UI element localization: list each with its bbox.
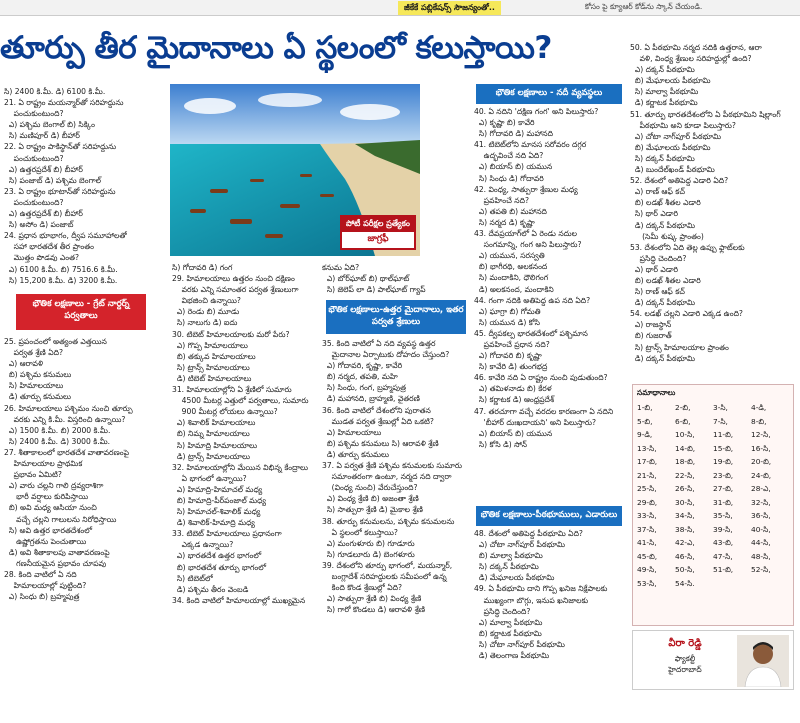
answer-cell: 23-బి, [713,470,734,480]
publisher-credit: జీకేకే పబ్లికేషన్స్ సౌజన్యంతో.. [398,1,501,15]
question-line: 41. టిబెట్‌లోని మానస సరోవరం దగ్గర [474,140,587,150]
question-line: 49. ఏ పీఠభూమి దాని గొప్ప ఖనిజ నిక్షేపాలకు [474,584,608,594]
question-line: బి) మేఘాలయ పీఠభూమి [630,76,711,86]
answer-cell: 47-సి, [713,551,733,561]
answer-cell: 31-బి, [713,497,734,507]
answer-cell: 19-బి, [713,457,734,466]
answer-cell: 53-సి, [637,578,657,588]
answer-cell: 40-సి, [751,524,771,534]
question-line: సి) గోదావరి డి) మహానది [474,129,553,139]
answer-cell: 44-సి, [751,538,771,547]
question-line: డి) మహానది, బ్రాహ్మణి, వైతరణి [322,394,420,404]
answer-row [637,455,789,469]
question-line: సి) హిమాలయాలు [4,381,64,391]
question-line: సి) థార్ ఎడారి [630,209,678,219]
question-line: 23. ఏ రాష్ట్రం భూటాన్‌తో సరిహద్దును [4,186,116,196]
question-line: బి) పశ్చిమ కనుమలు [4,370,72,380]
question-line: 900 మీటర్ల లోయలు ఉన్నాయి? [172,407,278,417]
question-line: 31. హిమాలయాల్లోని ఏ శ్రేణిలో సుమారు [172,385,292,395]
question-line: సి) కావేరి డి) తుంగభద్ర [474,362,548,372]
question-line: ఎ) గోదావరి, కృష్ణా, కావేరి [322,361,403,371]
answer-cell: 7-సి, [713,416,728,426]
author-name: వీరా రెడ్డి [668,638,702,649]
question-line: 36. కింది వాటిలో దేశంలోని పురాతన [322,405,431,415]
answer-cell: 20-బి, [751,457,772,466]
author-box [632,630,794,690]
question-line: 47. తరచూగా వచ్చే వరదల కారణంగా ఏ నదిని [474,406,614,416]
answer-cell: 17-బి, [637,457,658,466]
column-4-rivers [474,106,626,450]
answer-cell: 18-బి, [675,457,696,466]
question-line: సంగమాన్ని, గంగ అని పిలుస్తారు? [474,240,582,250]
question-line: 4500 మీటర్ల ఎత్తులో పర్వతాలు, సుమారు [172,396,309,406]
question-line: ఎ) ఆరావళి [4,359,44,369]
answer-cell: 5-బి, [637,416,653,426]
question-line: సి) సాత్పురా శ్రేణి డి) మైకాల శ్రేణి [322,505,423,515]
question-line: 46. కావేరి నది ఏ రాష్ట్రం నుంచి పుడుతుంది? [474,373,608,383]
question-line: 54. లడఖ్ చల్లని ఎడారి ఎక్కడ ఉంది? [630,309,743,319]
question-line: భారీ వర్షాలు కురిపిస్తాయి [4,492,89,502]
question-line: హిమాలయాల్లో పుట్టింది? [4,581,87,591]
question-line: డి) కర్ణాటక పీఠభూమి [630,98,698,108]
question-line: సి) హిమాద్రి హిమాలయాలు [172,440,258,450]
question-line: (సెమీ శుష్క ప్రాంతం) [630,231,704,241]
answer-cell: 8-బి, [751,416,767,426]
question-line: గణనీయమైన ప్రభావం చూపవు [4,558,107,568]
answer-key-heading: సమాధానాలు [637,388,676,397]
author-info [637,637,733,676]
question-line: సి) పంజాబ్ డి) పశ్చిమ బెంగాల్ [4,175,101,185]
section-header-plateaus-deserts: భౌతిక లక్షణాలు-పీఠభూములు, ఎడారులు [476,506,622,526]
answer-cell: 10-సి, [675,430,695,439]
question-line: డి) తెలంగాణ పీఠభూమి [474,651,550,661]
question-line: ఎ) గొప్ప హిమాలయాలు [172,340,248,350]
answer-cell: 52-సి, [751,565,771,574]
question-line: ఎ) యమున, సరస్వతి [474,251,545,261]
answer-row [637,523,789,537]
question-line: ఎ) బియాస్ బి) యమున [474,162,553,172]
question-line: బి) మేఘాలయ పీఠభూమి [630,142,711,152]
question-line: 38. తూర్పు కనుమలను, పశ్చిమ కనుమలను [322,516,455,526]
question-line: 40. ఏ నదిని 'దక్షిణ గంగ' అని పిలుస్తారు? [474,107,599,116]
question-line: డి) పశ్చిమ తీరం వెంబడి [172,584,249,594]
question-line: 34. కింది వాటిలో హిమాలయాల్లో ముఖ్యమైన [172,595,306,605]
question-line: ఎ) భారతదేశ ఉత్తర భాగంలో [172,551,262,561]
question-line: ఎ) ఘాగ్రా బి) గోమతి [474,306,541,316]
question-line: పంచుకుంటుంది? [4,153,64,163]
answer-row [637,442,789,456]
question-line: ఎ) పశ్చిమ బెంగాల్ బి) సిక్కిం [4,120,96,130]
question-line: సి) టిబెట్‌లో [172,573,213,583]
question-line: డి) దక్కన్ పీఠభూమి [630,298,696,308]
question-line: బి) తక్కువ హిమాలయాలు [172,351,256,361]
question-line: ఎ) చోటా నాగ్‌పూర్ పీఠభూమి [474,540,566,550]
question-line: హిమాలయాల ప్రాథమిక [4,459,83,469]
answer-cell: 37-సి, [637,524,657,534]
question-line: 45. ద్వీపకల్ప భారతదేశంలో పశ్చిమాన [474,328,588,338]
question-line: బి) లడఖ్ శీతల ఎడారి [630,198,701,208]
question-line: విభజించి ఉన్నాయి? [172,296,241,306]
question-line: పంచుకుంటుంది? [4,197,64,207]
question-line: 'బీహార్ దుఃఖదాయని' అని పిలుస్తారు? [474,417,597,427]
answer-cell: 14-బి, [675,443,696,453]
question-line: డి) తూర్పు కనుమలు [4,392,72,402]
question-line: మైదానాల ఏర్పాటుకు దోహదం చేస్తుంది? [322,350,450,360]
question-line: ఎ) రెండు బి) మూడు [172,307,240,317]
answer-cell: 6-బి, [675,416,691,426]
question-line: ప్రవహించే నది? [474,195,529,205]
question-line: 51. తూర్పు భారతదేశంలోని ఏ పీఠభూమిని షిల్లాంగ్ [630,109,781,119]
question-line: సి) యమున డి) కోసి [474,317,540,327]
answer-row [637,509,789,523]
question-line: సి) మణిపూర్ డి) బీహార్ [4,131,80,141]
answer-row [637,496,789,510]
question-line: వరకు ఎన్ని కి.మీ. విస్తరించి ఉన్నాయి? [4,414,126,424]
question-line: ప్రసిద్ధి చెందింది? [474,606,531,616]
question-line: (వింధ్య నుంచి) వేరుచేస్తుంది? [322,483,418,493]
answer-cell: 13-సి, [637,443,657,453]
section-header-northern-plains: భౌతిక లక్షణాలు-ఉత్తర మైదానాలు, ఇతర పర్వత శ్రేణులు [326,300,466,334]
question-line: 30. టిబెట్ హిమాలయాలకు మరో పేరు? [172,329,290,339]
question-line: సి) ట్రాన్స్ హిమాలయాల ప్రాంతం [630,342,729,352]
question-line: 52. దేశంలో అతిపెద్ద ఎడారి ఏది? [630,176,729,186]
answer-cell: 2-బి, [675,403,691,412]
question-line: ఎ) దక్కన్ పీఠభూమి [630,65,695,75]
answer-key [632,384,794,626]
question-line: సి) అవి ఉత్తర భారతదేశంలో [4,525,93,535]
question-line: 44. గంగా నదికి అతిపెద్ద ఉప నది ఏది? [474,295,591,305]
question-line: ఎ) మంగుళూరు బి) గూడూరు [322,538,415,548]
question-line: సి) దక్కన్ పీఠభూమి [630,153,695,163]
question-line: ఎ) 1500 కి.మీ. బి) 2000 కి.మీ. [4,425,111,435]
question-line: ముడత పర్వత శ్రేణుల్లో ఏది ఒకటి? [322,416,434,426]
answer-row [637,550,789,564]
question-line: సి) హిమాచల్-శివాలిక్ మధ్య [172,507,261,517]
answer-cell: 29-బి, [637,497,658,507]
question-line: పర్వత శ్రేణి ఏది? [4,348,64,358]
question-line: సి) 15,200 కి.మీ. డి) 3200 కి.మీ. [4,275,118,285]
question-line: సి) రాణ్ ఆఫ్ కచ్ [630,287,685,297]
answer-row [637,482,789,496]
answer-row [637,469,789,483]
question-line: ఎ) శివాలిక్ హిమాలయాలు [172,418,256,428]
question-line: బి) మాల్వా పీఠభూమి [474,551,543,561]
question-line: ఎ) సాత్పురా శ్రేణి బి) వింధ్య శ్రేణి [322,594,422,604]
answer-cell: 43-బి, [713,538,734,547]
question-line: సి) ట్రాన్స్ హిమాలయాలు [172,362,250,372]
question-line: 43. దేవప్రయాగ్‌లో ఏ రెండు నదుల [474,229,578,239]
question-line: 32. హిమాలయాల్లోని మేయిన విభిన్న కేంద్రాలు [172,462,309,472]
author-city: హైదరాబాద్ [668,665,702,674]
question-line: ఉద్భవించే నది ఏది? [474,151,544,161]
column-3-top [322,262,472,298]
question-line: బి) నిమ్న హిమాలయాలు [172,429,250,439]
answer-cell: 50-సి, [675,565,695,574]
question-line: మొత్తం పొడవు ఎంత? [4,253,80,263]
question-line: సి) గారో కొండలు డి) ఆరావళి శ్రేణి [322,605,426,615]
question-line: కింది కొండ శ్రేణుల్లో ఏది? [322,583,403,593]
answer-table [637,401,789,590]
answer-cell: 3-సి, [713,403,728,412]
answer-row [637,577,789,591]
question-line: ఎ) చోటా నాగ్‌పూర్ పీఠభూమి [630,131,722,141]
headline: తూర్పు తీర మైదానాలు ఏ స్థలంలో కలుస్తాయి? [0,30,552,66]
answer-cell: 11-బి, [713,430,734,439]
question-line: డి) టిబెట్ హిమాలయాలు [172,373,252,383]
question-line: సి) మాల్వా పీఠభూమి [630,87,699,97]
question-line: బి) లడఖ్ శీతల ఎడారి [630,275,701,285]
section-header-river-systems: భౌతిక లక్షణాలు - నదీ వ్యవస్థలు [476,84,622,104]
question-line: పీఠభూమి అని కూడా పిలుస్తారు? [630,120,736,130]
author-role: ఫ్యాకల్టీ [674,654,696,663]
question-line: డి) శివాలిక్-హిమాద్రి మధ్య [172,518,255,528]
question-line: సి) కర్ణాటక డి) ఆంధ్రప్రదేశ్ [474,395,555,405]
answer-cell: 21-సి, [637,470,657,480]
answer-cell: 36-సి, [751,511,771,520]
question-line: ఎ) హిమాద్రి-హిమాచల్ మధ్య [172,484,263,494]
special-edition-badge [340,215,416,250]
question-line: వరకు ఎన్ని సమాంతర పర్వత శ్రేణులుగా [172,285,299,295]
question-line: 26. హిమాలయాలు పశ్చిమం నుంచి తూర్పు [4,403,133,413]
question-line: డి) తూర్పు కనుమలు [322,449,390,459]
question-line: సి) నర్మద డి) కృష్ణా [474,217,535,227]
question-line: ఎ) బోర్‌ఘాట్ బి) థాల్‌ఘాట్ [322,274,410,284]
question-line: ఎ) గోదావరి బి) కృష్ణా [474,351,542,361]
question-line: 27. శీతాకాలంలో భారతదేశ వాతావరణంపై [4,447,130,457]
question-line: 42. వింధ్య, సాత్పురా శ్రేణుల మధ్య [474,184,578,194]
question-line: బి) అవి మధ్య ఆసియా నుంచి [4,503,97,513]
question-line: బంగ్లాదేశ్ సరిహద్దులకు సమీపంలో ఉన్న [322,571,447,581]
question-line: డి) దక్కన్ పీఠభూమి [630,220,696,230]
question-line: సమాంతరంగా ఉంటూ, నర్మద నది ద్వారా [322,472,452,482]
question-line: డి) మేఘాలయ పీఠభూమి [474,573,555,583]
answer-row [637,401,789,415]
column-1-top [4,86,166,288]
question-line: 25. ప్రపంచంలో అత్యంత ఎత్తయిన [4,337,107,346]
answer-cell: 45-బి, [637,551,658,561]
answer-cell: 38-సి, [675,524,695,534]
question-line: కనుమ ఏది? [322,263,360,272]
question-line: ముఖ్యంగా బొగ్గు, ఇనుప ఖనిజాలకు [474,595,589,605]
question-line: డి) అవి శీతాకాలపు వాతావరణంపై [4,547,110,557]
answer-cell: 32-సి, [751,497,771,507]
answer-cell: 46-సి, [675,551,695,561]
question-line: 39. దేశంలోని తూర్పు భాగంలో, మయన్మార్, [322,560,453,570]
beach-photo [170,84,420,256]
answer-cell: 49-సి, [637,565,657,574]
answer-cell: 16-సి, [751,443,771,453]
question-line: ప్రసిద్ధి చెందింది? [630,253,687,263]
question-line: పంచుకుంటుంది? [4,109,64,119]
answer-cell: 42-ఎ, [675,538,695,547]
question-line: ఏ భాగంలో ఉన్నాయి? [172,473,247,483]
question-line: ఎ) కృష్ణా బి) కావేరి [474,118,535,128]
badge-geography: జాగ్రఫీ [367,234,389,244]
question-line: ఎ) ఉత్తరప్రదేశ్ బి) బీహార్ [4,164,83,174]
author-photo-icon [737,635,789,687]
answer-cell: 4-డి, [751,403,767,412]
question-line: 21. ఏ రాష్ట్రం మయన్మార్‌తో సరిహద్దును [4,98,124,108]
question-line: డి) బుందేల్‌ఖండ్ పీఠభూమి [630,165,715,175]
question-line: ఎ) వింధ్య శ్రేణి బి) అజంతా శ్రేణి [322,494,419,504]
answer-cell: 30-సి, [675,497,695,507]
question-line: ఎ) తపతి బి) మహానది [474,206,547,216]
question-line: ప్రభావం ఏమిటి? [4,470,62,480]
answer-cell: 35-సి, [713,511,733,520]
question-line: 48. దేశంలో అతిపెద్ద పీఠభూమి ఏది? [474,529,583,538]
answer-cell: 24-బి, [751,470,772,480]
column-1-bottom [4,336,166,716]
answer-cell: 25-సి, [637,484,657,493]
question-line: సి) మందాకిని, ధౌలిగంగ [474,273,549,283]
question-line: వళి, వింధ్య శ్రేణుల సరిహద్దుల్లో ఉంది? [630,54,752,64]
answer-cell: 39-సి, [713,524,733,534]
question-line: ప్రవహించే ప్రధాన నది? [474,339,550,349]
question-line: ఎ) హిమాలయాలు [322,427,382,437]
question-line: 22. ఏ రాష్ట్రం పాకిస్థాన్‌తో సరిహద్దును [4,142,117,152]
question-line: సి) దక్కన్ పీఠభూమి [474,562,539,572]
question-line: ఎ) వారు చల్లని గాలి ద్రవ్యరాశిగా [4,481,104,491]
question-line: ఎ) సింధు బి) బ్రహ్మపుత్ర [4,592,80,602]
badge-competitive-exams: పోటీ పరీక్షల ప్రత్యేకం [342,217,414,232]
answer-cell: 27-బి, [713,484,734,493]
answer-cell: 26-సి, [675,484,695,493]
question-line: డి) దక్కన్ పీఠభూమి [630,353,696,363]
question-line: సి) 2400 కి.మీ. డి) 3000 కి.మీ. [4,436,111,446]
answer-cell: 54-సి. [675,578,695,588]
answer-cell: 28-ఎ, [751,484,771,493]
column-2 [172,262,322,720]
answer-cell: 9-డి, [637,430,653,439]
question-line: 28. కింది వాటిలో ఏ నది [4,569,77,579]
question-line: బి) పశ్చిమ కనుమలు సి) ఆరావళి శ్రేణి [322,438,439,448]
answer-cell: 41-సి, [637,538,657,547]
question-line: 33. టిబెట్ హిమాలయాలు ప్రధానంగా [172,529,282,539]
column-3-bottom [322,338,472,718]
qr-scan-note: కోసం పై క్యూఆర్ కోడ్‌ను స్కాన్ చేయండి. [585,2,703,11]
question-line: ఎ) థార్ ఎడారి [630,264,679,274]
question-line: బి) నర్మద, తపతి, మహి [322,372,398,382]
answer-row [637,415,789,429]
question-line: 53. దేశంలోని ఏది తెల్ల ఉప్పు ఫ్లాట్‌లకు [630,242,745,252]
question-line: సహా భారతదేశ తీర ప్రాంతం [4,242,94,252]
question-line: సి) అసోం డి) పంజాబ్ [4,220,74,230]
question-line: సి) కోసి డి) సోన్ [474,439,527,449]
answer-cell: 33-సి, [637,511,657,520]
answer-row [637,536,789,550]
question-line: ఎక్కడ ఉన్నాయి? [172,540,234,550]
question-line: ఎ) బియాస్ బి) యమున [474,428,553,438]
question-line: 24. ప్రధాన భూభాగం, ద్వీప సమూహాలతో [4,231,127,241]
question-line: డి) అలకనంద, మందాకిని [474,284,554,294]
question-line: సి) సింధు డి) గోదావరి [474,173,544,183]
question-line: సి) నాలుగు డి) ఐదు [172,318,238,328]
question-line: ఉష్ణోగ్రతను పెంచుతాయి [4,536,87,546]
question-line: సి) సింధు, గంగ, బ్రహ్మపుత్ర [322,383,407,393]
question-line: ఎ) తమిళనాడు బి) కేరళ [474,384,552,394]
question-line: ఏ స్థలంలో కలుస్తాయి? [322,527,398,537]
question-line: సి) గోదావరి డి) గంగ [172,263,233,272]
question-line: సి) గూడలూరు డి) బెంగళూరు [322,549,415,559]
question-line: 37. ఏ పర్వత శ్రేణి పశ్చిమ కనుమలకు సుమారు [322,461,462,471]
question-line: సి) జెలెప్ లా డి) పాల్‌ఘాట్ గ్యాప్ [322,285,426,295]
question-line: వచ్చే చల్లని గాలులను నిరోధిస్తాయి [4,514,117,524]
question-line: ఎ) 6100 కి.మీ. బి) 7516.6 కి.మీ. [4,264,118,274]
answer-row [637,428,789,442]
top-strip [0,0,800,16]
section-header-northern-mountains: భౌతిక లక్షణాలు - గ్రేట్ నార్దర్న్ పర్వతాలు [16,294,146,330]
question-line: ఎ) రాణ్ ఆఫ్ కచ్ [630,187,686,197]
question-line: సి) చోటా నాగ్‌పూర్ పీఠభూమి [474,639,565,649]
question-line: 50. ఏ పీఠభూమి నర్మద నదికి ఉత్తరాన, ఆరా [630,43,762,52]
column-5 [630,42,798,382]
question-line: ఎ) రాజస్థాన్ [630,320,672,330]
answer-cell: 22-సి, [675,470,695,480]
question-line: ఎ) ఉత్తరప్రదేశ్ బి) బీహార్ [4,209,83,219]
question-line: బి) భారతదేశ తూర్పు భాగంలో [172,562,267,572]
question-line: సి) 2400 కి.మీ. డి) 6100 కి.మీ. [4,87,106,96]
question-line: 29. హిమాలయాలు ఉత్తరం నుంచి దక్షిణం [172,274,295,284]
answer-cell: 1-బి, [637,403,653,412]
answer-cell: 12-సి, [751,430,771,439]
question-line: 35. కింది వాటిలో ఏ నది వ్యవస్థ ఉత్తర [322,339,436,348]
answer-cell: 48-సి, [751,551,771,561]
answer-cell: 34-సి, [675,511,695,520]
answer-cell: 15-బి, [713,443,734,453]
question-line: బి) భాగీరథి, అలకనంద [474,262,548,272]
question-line: డి) ట్రాన్స్ హిమాలయాలు [172,451,250,461]
question-line: బి) కర్ణాటక పీఠభూమి [474,628,542,638]
question-line: ఎ) మాల్వా పీఠభూమి [474,617,543,627]
column-4-plateaus [474,528,626,718]
answer-cell: 51-బి, [713,565,734,574]
question-line: బి) గుజరాత్ [630,331,672,341]
answer-row [637,563,789,577]
question-line: బి) హిమాద్రి-పీర్‌పంజాల్ మధ్య [172,495,266,505]
